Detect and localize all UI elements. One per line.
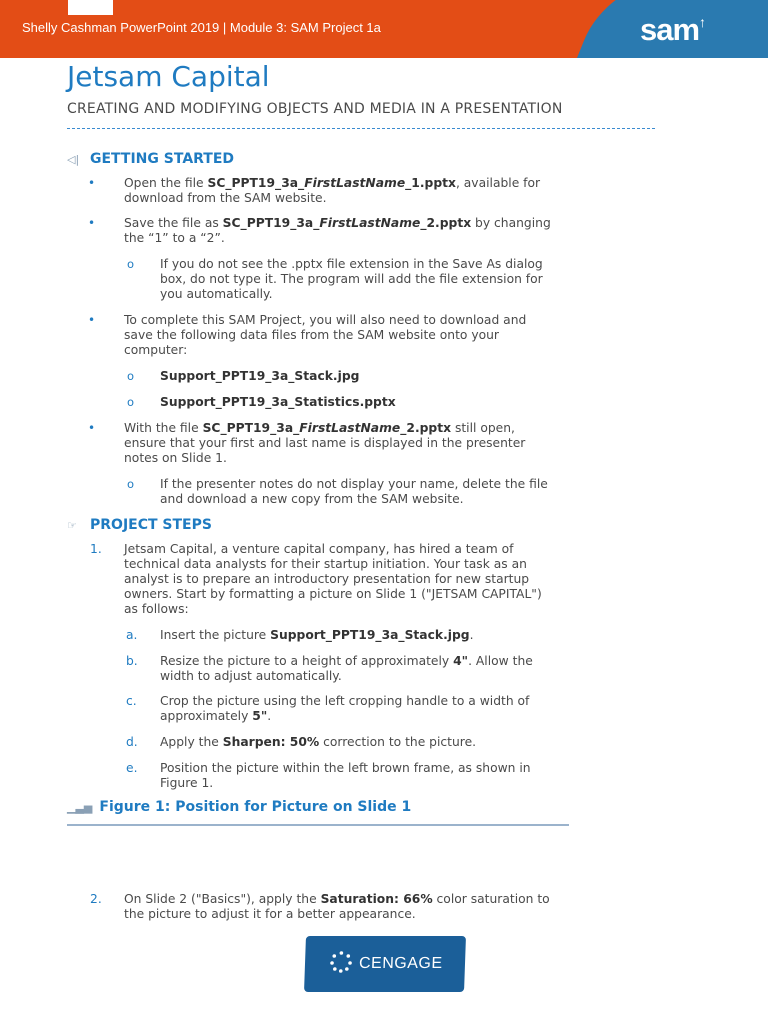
substep-label: c. xyxy=(126,694,137,708)
substep-text: Crop the picture using the left cropping handle to a width of approximately 5". xyxy=(160,694,530,723)
list-item: Open the file SC_PPT19_3a_FirstLastName_1.pptx, available for download from the SAM website. xyxy=(124,176,541,205)
figure-rule xyxy=(67,824,569,826)
list-item: Save the file as SC_PPT19_3a_FirstLastName_2.pptx by changing the “1” to a “2”. xyxy=(124,216,551,245)
hand-icon: ☞ xyxy=(67,519,77,532)
figure-caption: ▁▃▅ Figure 1: Position for Picture on Slide 1 xyxy=(67,799,412,815)
chart-icon: ▁▃▅ xyxy=(67,801,93,814)
substep-label: e. xyxy=(126,761,138,775)
sub-bullet-icon: o xyxy=(127,369,135,383)
substep-label: a. xyxy=(126,628,138,642)
document-title: Jetsam Capital xyxy=(67,60,270,93)
bullet-icon: • xyxy=(88,216,96,230)
sam-logo: sam↑ xyxy=(640,12,706,47)
title-divider xyxy=(67,128,655,129)
bullet-icon: • xyxy=(88,313,96,327)
list-item: With the file SC_PPT19_3a_FirstLastName_2.pptx still open, ensure that your first and last name is displayed in the presenter notes on Slide 1. xyxy=(124,421,526,465)
list-item: Support_PPT19_3a_Stack.jpg xyxy=(160,369,360,383)
header-bar xyxy=(0,0,768,58)
list-item: If the presenter notes do not display your name, delete the file and download a new copy from the SAM website. xyxy=(160,477,548,506)
bullet-icon: • xyxy=(88,176,96,190)
cengage-mark-icon xyxy=(329,950,354,974)
list-item: To complete this SAM Project, you will also need to download and save the following data files from the SAM website onto your computer: xyxy=(124,313,527,357)
substep-text: Insert the picture Support_PPT19_3a_Stack.jpg. xyxy=(160,628,474,642)
sub-bullet-icon: o xyxy=(127,477,135,491)
document-subtitle: CREATING AND MODIFYING OBJECTS AND MEDIA IN A PRESENTATION xyxy=(67,101,563,117)
step-text: On Slide 2 ("Basics"), apply the Saturation: 66% color saturation to the picture to adjust it for a better appearance. xyxy=(124,892,550,921)
step-number: 2. xyxy=(90,892,102,906)
list-item: If you do not see the .pptx file extension in the Save As dialog box, do not type it. The program will add the file extension for you automatically. xyxy=(160,257,543,301)
list-item: Support_PPT19_3a_Statistics.pptx xyxy=(160,395,396,409)
substep-text: Resize the picture to a height of approximately 4". Allow the width to adjust automatically. xyxy=(160,654,533,683)
bullet-icon: • xyxy=(88,421,96,435)
course-line: Shelly Cashman PowerPoint 2019 | Module 3: SAM Project 1a xyxy=(22,20,381,35)
substep-label: b. xyxy=(126,654,138,668)
cengage-logo xyxy=(304,936,466,992)
project-steps-heading: ☞ PROJECT STEPS xyxy=(67,517,212,533)
megaphone-icon: ◁| xyxy=(67,153,80,166)
header-tab xyxy=(68,0,113,15)
substep-text: Apply the Sharpen: 50% correction to the picture. xyxy=(160,735,477,749)
sub-bullet-icon: o xyxy=(127,257,135,271)
cengage-wordmark: CENGAGE xyxy=(358,955,443,972)
getting-started-heading: ◁| GETTING STARTED xyxy=(67,151,235,167)
substep-label: d. xyxy=(126,735,138,749)
step-number: 1. xyxy=(90,542,102,556)
step-text: Jetsam Capital, a venture capital company, has hired a team of technical data analysts for their startup initiation. Your task as an analyst is to prepare an introductory presentation for new startup owners. Start by formatting a picture on Slide 1 ("JETSAM CAPITAL") as follows: xyxy=(124,542,542,616)
substep-text: Position the picture within the left brown frame, as shown in Figure 1. xyxy=(160,761,531,790)
sub-bullet-icon: o xyxy=(127,395,135,409)
